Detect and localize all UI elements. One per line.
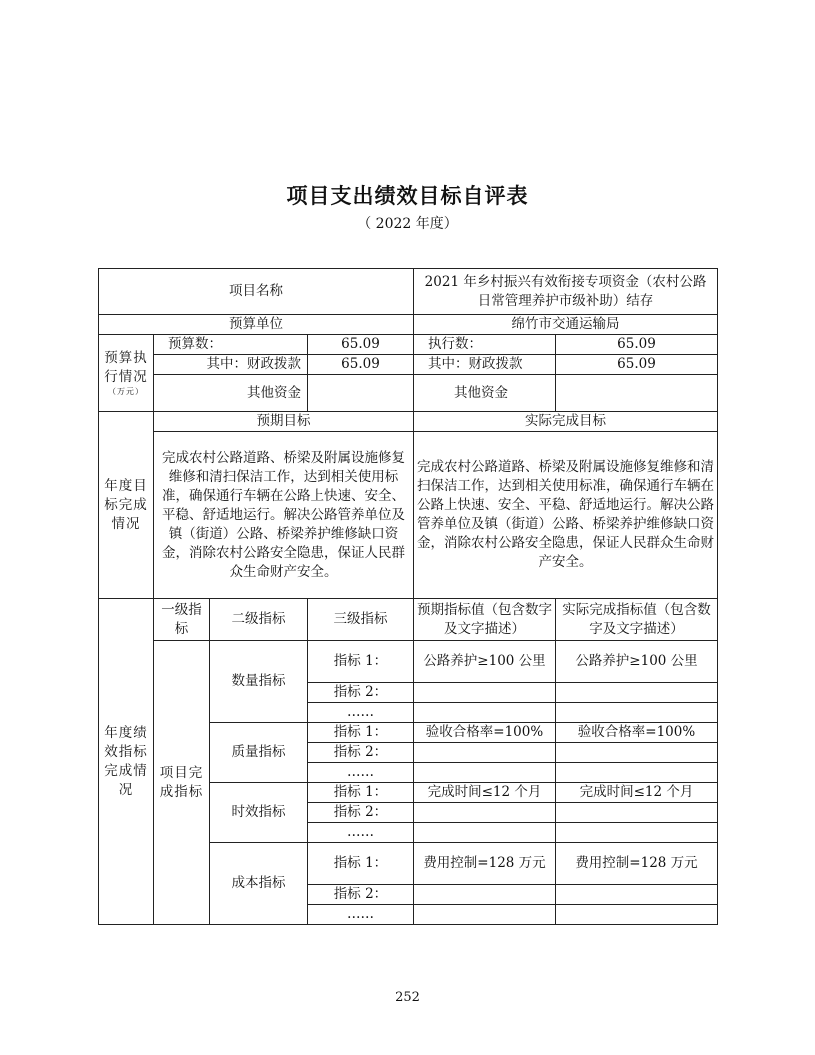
indicator-label: ……	[308, 763, 414, 783]
evaluation-table	[98, 268, 718, 925]
indicator-expected	[414, 885, 556, 905]
goals-content-row	[99, 432, 718, 599]
indicator-label: 指标 2：	[308, 683, 414, 703]
project-name-value: 2021 年乡村振兴有效衔接专项资金（农村公路日常管理养护市级补助）结存	[414, 269, 718, 315]
indicator-expected: 完成时间≤12 个月	[414, 783, 556, 803]
other-funds-budget-value	[308, 375, 414, 412]
goals-side-label: 年度目标完成情况	[99, 412, 154, 599]
indicator-actual	[556, 683, 718, 703]
indicator-label: 指标 1：	[308, 843, 414, 885]
level1-name: 项目完成指标	[154, 641, 210, 925]
indicator-expected	[414, 803, 556, 823]
indicator-label: 指标 1：	[308, 641, 414, 683]
fiscal-exec-value: 65.09	[556, 355, 718, 375]
level1-header: 一级指标	[154, 599, 210, 641]
expected-goal-header: 预期目标	[154, 412, 414, 432]
indicator-expected: 验收合格率=100%	[414, 723, 556, 743]
other-funds-exec-value	[556, 375, 718, 412]
page-subtitle: （ 2022 年度）	[357, 216, 458, 232]
indicator-expected	[414, 823, 556, 843]
indicator-label: 指标 2：	[308, 803, 414, 823]
indicators-side-label: 年度绩效指标完成情况	[99, 599, 154, 925]
indicator-label: 指标 2：	[308, 743, 414, 763]
budget-label: 预算数：	[154, 335, 308, 355]
budget-side-unit: （万元）	[108, 387, 144, 396]
indicator-actual: 验收合格率=100%	[556, 723, 718, 743]
other-funds-row	[99, 375, 718, 412]
page-number: 252	[395, 990, 420, 1005]
indicator-expected	[414, 703, 556, 723]
indicator-label: ……	[308, 905, 414, 925]
fiscal-row	[99, 355, 718, 375]
other-funds-label: 其他资金	[154, 375, 308, 412]
indicator-label: ……	[308, 823, 414, 843]
expected-value-header: 预期指标值（包含数字及文字描述）	[414, 599, 556, 641]
indicator-actual: 公路养护≥100 公里	[556, 641, 718, 683]
budget-value: 65.09	[308, 335, 414, 355]
indicator-actual	[556, 885, 718, 905]
indicator-expected	[414, 763, 556, 783]
project-name-row	[99, 269, 718, 315]
indicator-label: 指标 2：	[308, 885, 414, 905]
fiscal-label: 其中：财政拨款	[154, 355, 308, 375]
indicator-expected: 费用控制=128 万元	[414, 843, 556, 885]
group-name-timeliness: 时效指标	[210, 783, 308, 843]
indicator-actual	[556, 803, 718, 823]
actual-goal-text: 完成农村公路道路、桥梁及附属设施修复维修和清扫保洁工作，达到相关使用标准，确保通行车辆在公路上快速、安全、平稳、舒适地运行。解决公路管养单位及镇（街道）公路、桥梁养护维修缺口资金，消除农村公路安全隐患，保证人民群众生命财产安全。	[414, 432, 718, 599]
actual-value-header: 实际完成指标值（包含数字及文字描述）	[556, 599, 718, 641]
budget-unit-value: 绵竹市交通运输局	[414, 315, 718, 335]
indicator-label: 指标 1：	[308, 723, 414, 743]
indicator-actual	[556, 743, 718, 763]
level2-header: 二级指标	[210, 599, 308, 641]
budget-row	[99, 335, 718, 355]
indicator-expected	[414, 683, 556, 703]
budget-unit-row	[99, 315, 718, 335]
group-name-quantity: 数量指标	[210, 641, 308, 723]
budget-unit-label: 预算单位	[99, 315, 414, 335]
exec-value: 65.09	[556, 335, 718, 355]
group-name-cost: 成本指标	[210, 843, 308, 925]
indicator-expected	[414, 905, 556, 925]
indicator-expected	[414, 743, 556, 763]
fiscal-budget-value: 65.09	[308, 355, 414, 375]
exec-label: 执行数：	[414, 335, 556, 355]
page-title: 项目支出绩效目标自评表	[286, 184, 529, 208]
indicator-actual	[556, 703, 718, 723]
fiscal-exec-label: 其中：财政拨款	[414, 355, 556, 375]
level3-header: 三级指标	[308, 599, 414, 641]
group-name-quality: 质量指标	[210, 723, 308, 783]
table-row	[99, 641, 718, 683]
actual-goal-header: 实际完成目标	[414, 412, 718, 432]
indicator-header-row	[99, 599, 718, 641]
indicator-expected: 公路养护≥100 公里	[414, 641, 556, 683]
indicator-actual	[556, 763, 718, 783]
goals-header-row	[99, 412, 718, 432]
budget-side-text: 预算执行情况	[104, 350, 148, 385]
indicator-label: 指标 1：	[308, 783, 414, 803]
indicator-actual	[556, 905, 718, 925]
indicator-actual	[556, 823, 718, 843]
expected-goal-text: 完成农村公路道路、桥梁及附属设施修复维修和清扫保洁工作，达到相关使用标准，确保通行车辆在公路上快速、安全、平稳、舒适地运行。解决公路管养单位及镇（街道）公路、桥梁养护维修缺口资金，消除农村公路安全隐患，保证人民群众生命财产安全。	[154, 432, 414, 599]
indicator-actual: 完成时间≤12 个月	[556, 783, 718, 803]
indicator-actual: 费用控制=128 万元	[556, 843, 718, 885]
budget-side-label	[99, 335, 154, 412]
indicator-label: ……	[308, 703, 414, 723]
other-funds-exec-label: 其他资金	[414, 375, 556, 412]
project-name-label: 项目名称	[99, 269, 414, 315]
